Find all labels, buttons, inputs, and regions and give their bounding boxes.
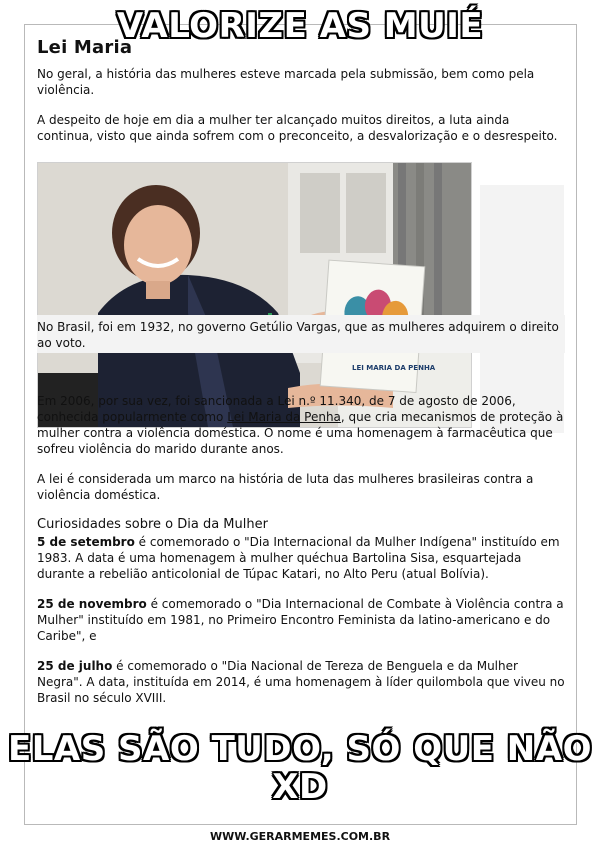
voting-caption	[37, 315, 565, 353]
curiosity-text: é comemorado o "Dia Internacional de Combate à Violência contra a Mulher" instituído em 1981, no Primeiro Encontro Feminista da latino-americano e do Caribe", e	[37, 597, 564, 643]
woman-holding-book-photo	[37, 162, 472, 428]
curiosity-date: 25 de julho	[37, 659, 113, 673]
paragraph-rights: A despeito de hoje em dia a mulher ter alcançado muitos direitos, a luta ainda continua, visto que ainda sofrem com o preconceito, a desvalorização e o desrespeito.	[37, 113, 558, 143]
site-watermark[interactable]: WWW.GERARMEMES.COM.BR	[209, 830, 391, 843]
lei-maria-da-penha-link[interactable]: Lei Maria da Penha	[227, 410, 341, 424]
article-title: Lei Maria	[37, 37, 133, 58]
paragraph-law	[37, 393, 565, 457]
meme-bottom-line-2: XD	[272, 767, 328, 807]
curiosity-item	[37, 658, 565, 706]
curiosity-text: é comemorado o "Dia Nacional de Tereza de Benguela e da Mulher Negra". A data, instituída em 2014, é uma homenagem à líder quilombola que viveu no Brasil no século XVIII.	[37, 659, 565, 705]
paragraph-intro: No geral, a história das mulheres esteve marcada pela submissão, bem como pela violência.	[37, 67, 535, 97]
curiosity-item	[37, 596, 565, 644]
curiosity-text: é comemorado o "Dia Internacional da Mulher Indígena" instituído em 1983. A data é uma homenagem à mulher quéchua Bartolina Sisa, esquartejada durante a rebelião anticolonial de Túpac Katari, no Alto Peru (atual Bolívia).	[37, 535, 560, 581]
curiosity-item	[37, 534, 565, 582]
paragraph-law-pre: Em 2006, por sua vez, foi sancionada a Lei n.º 11.340, de 7 de agosto de 2006, conhecida popularmente como	[37, 394, 516, 424]
section-title: Curiosidades sobre o Dia da Mulher	[37, 517, 268, 532]
curiosity-date: 25 de novembro	[37, 597, 147, 611]
curiosity-date: 5 de setembro	[37, 535, 135, 549]
caption-text: No Brasil, foi em 1932, no governo Getúlio Vargas, que as mulheres adquirem o direito ao voto.	[37, 320, 559, 350]
meme-bottom-line-1: ELAS SÃO TUDO, SÓ QUE NÃO	[8, 729, 592, 769]
meme-top-text: VALORIZE AS MUIÉ	[116, 6, 484, 46]
photo-illustration	[38, 163, 471, 427]
article-body	[37, 393, 565, 720]
paragraph-law-post: , que cria mecanismos de proteção à mulher contra a violência doméstica. O nome é uma homenagem à farmacêutica que sofreu violência do marido durante anos.	[37, 410, 564, 456]
paragraph-milestone: A lei é considerada um marco na história de luta das mulheres brasileiras contra a violência doméstica.	[37, 472, 534, 502]
article-page	[24, 24, 577, 825]
article-content	[37, 37, 567, 705]
meme-bottom-text	[0, 730, 600, 806]
book-cover-text: LEI MARIA DA PENHA	[352, 364, 436, 372]
